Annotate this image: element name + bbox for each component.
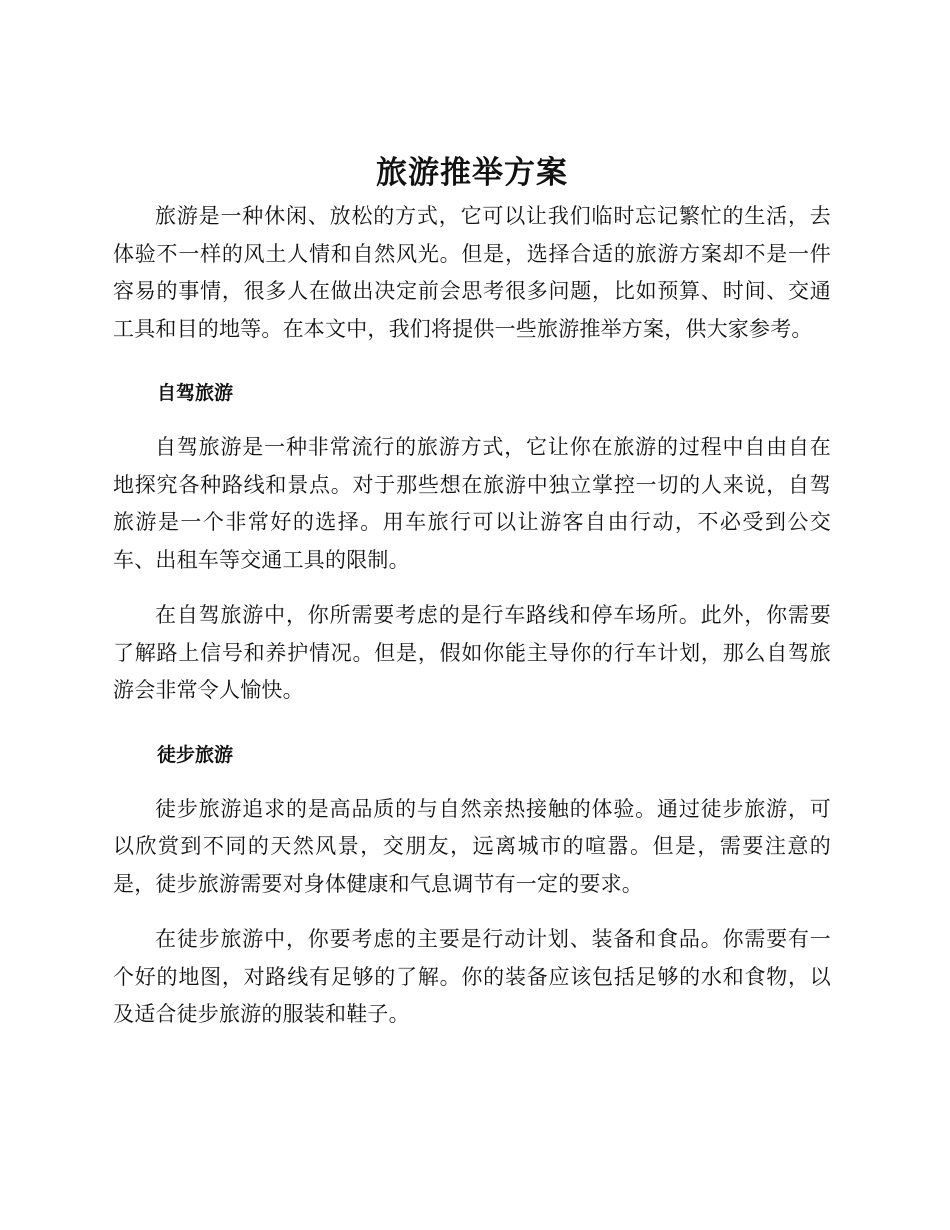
section-heading-self-drive: 自驾旅游	[157, 382, 234, 404]
section-heading-hiking: 徒步旅游	[157, 743, 234, 766]
hiking-paragraph-1: 徒步旅游追求的是高品质的与自然亲热接触的体验。通过徒步旅游，可以欣赏到不同的天然风景，交朋友，远离城市的喧嚣。但是，需要注意的是，徒步旅游需要对身体健康和气息调节有一定的要求。	[113, 796, 831, 896]
intro-paragraph: 旅游是一种休闲、放松的方式，它可以让我们临时忘记繁忙的生活，去体验不一样的风土人情和自然风光。但是，选择合适的旅游方案却不是一件容易的事情，很多人在做出决定前会思考很多问题，比如预算、时间、交通工具和目的地等。在本文中，我们将提供一些旅游推举方案，供大家参考。	[113, 204, 831, 341]
document-title: 旅游推举方案	[376, 155, 568, 191]
self-drive-paragraph-2: 在自驾旅游中，你所需要考虑的是行车路线和停车场所。此外，你需要了解路上信号和养护情况。但是，假如你能主导你的行车计划，那么自驾旅游会非常令人愉快。	[113, 603, 831, 702]
hiking-paragraph-2: 在徒步旅游中，你要考虑的主要是行动计划、装备和食品。你需要有一个好的地图，对路线有足够的了解。你的装备应该包括足够的水和食物，以及适合徒步旅游的服装和鞋子。	[113, 927, 831, 1026]
document-body	[113, 148, 831, 1034]
self-drive-paragraph-1: 自驾旅游是一种非常流行的旅游方式，它让你在旅游的过程中自由自在地探究各种路线和景点。对于那些想在旅游中独立掌控一切的人来说，自驾旅游是一个非常好的选择。用车旅行可以让游客自由行动，不必受到公交车、出租车等交通工具的限制。	[113, 435, 831, 572]
